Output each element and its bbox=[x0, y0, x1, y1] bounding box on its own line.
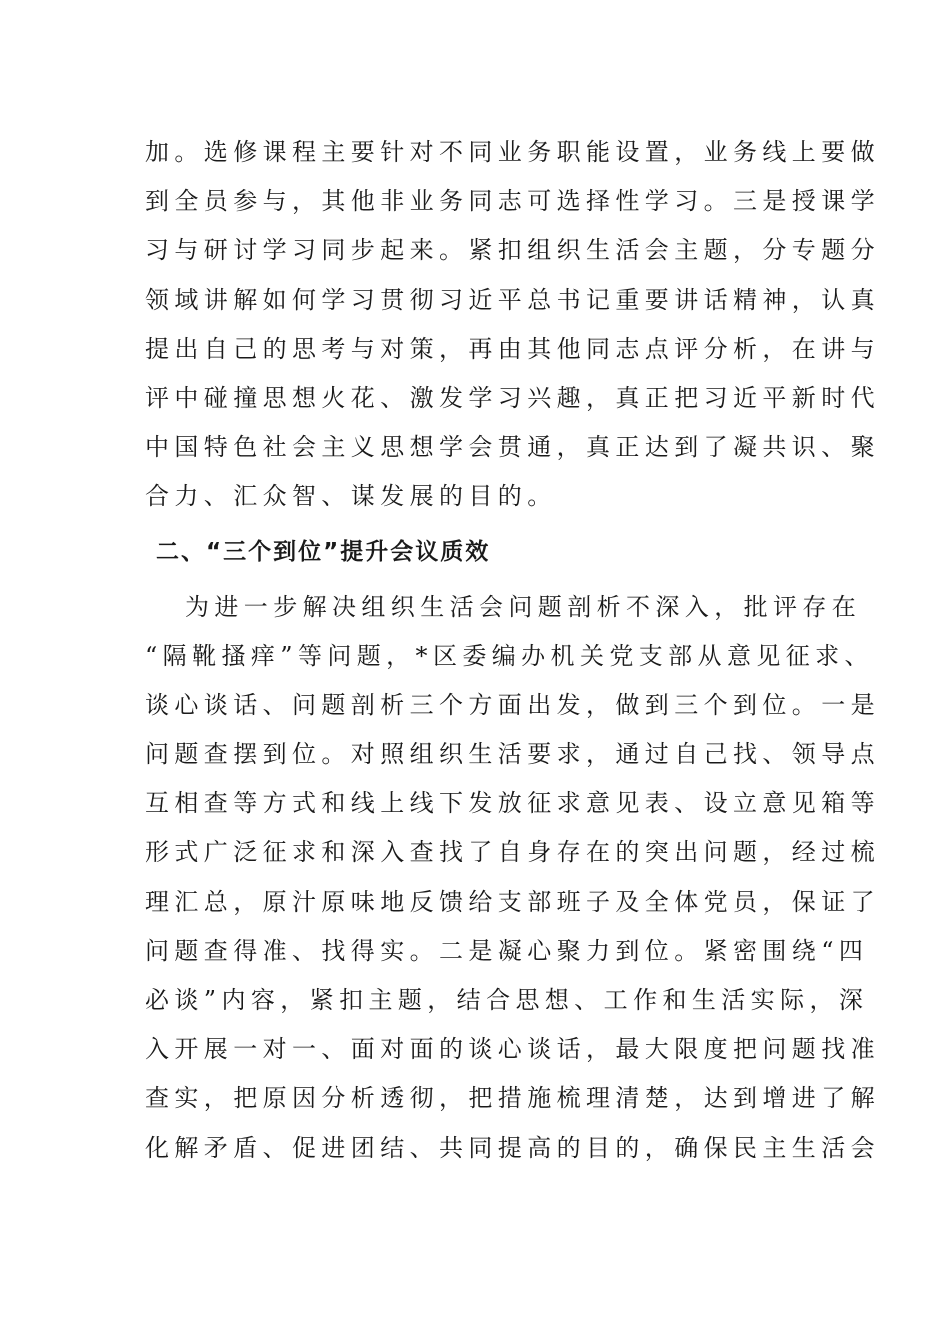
document-body bbox=[145, 128, 880, 1173]
paragraph-line: 必谈”内容，紧扣主题，结合思想、工作和生活实际，深 bbox=[145, 986, 869, 1014]
paragraph-line: 到全员参与，其他非业务同志可选择性学习。三是授课学 bbox=[145, 187, 880, 216]
paragraph-line: 谈心谈话、问题剖析三个方面出发，做到三个到位。一是 bbox=[145, 690, 880, 719]
paragraph-line: 习与研讨学习同步起来。紧扣组织生活会主题，分专题分 bbox=[145, 236, 880, 265]
paragraph-line: 领域讲解如何学习贯彻习近平总书记重要讲话精神，认真 bbox=[145, 285, 880, 314]
paragraph-line: 互相查等方式和线上线下发放征求意见表、设立意见箱等 bbox=[145, 789, 880, 818]
paragraph-line: 提出自己的思考与对策，再由其他同志点评分析，在讲与 bbox=[145, 334, 880, 363]
paragraph-line: 形式广泛征求和深入查找了自身存在的突出问题，经过梳 bbox=[145, 838, 880, 867]
paragraph-1 bbox=[145, 128, 880, 522]
paragraph-line: 理汇总，原汁原味地反馈给支部班子及全体党员，保证了 bbox=[145, 887, 880, 916]
paragraph-line: 查实，把原因分析透彻，把措施梳理清楚，达到增进了解 bbox=[145, 1084, 880, 1113]
paragraph-2 bbox=[145, 583, 880, 1173]
paragraph-line: “隔靴搔痒”等问题，*区委编办机关党支部从意见征求、 bbox=[145, 641, 874, 670]
paragraph-line: 问题查得准、找得实。二是凝心聚力到位。紧密围绕“四 bbox=[145, 936, 869, 965]
paragraph-line: 合力、汇众智、谋发展的目的。 bbox=[145, 482, 557, 511]
paragraph-line: 问题查摆到位。对照组织生活要求，通过自己找、领导点 bbox=[145, 740, 880, 769]
paragraph-line: 化解矛盾、促进团结、共同提高的目的，确保民主生活会 bbox=[145, 1133, 880, 1162]
paragraph-line: 评中碰撞思想火花、激发学习兴趣，真正把习近平新时代 bbox=[145, 383, 880, 412]
paragraph-line: 为进一步解决组织生活会问题剖析不深入，批评存在 bbox=[185, 592, 862, 621]
section-heading: 二、“三个到位”提升会议质效 bbox=[156, 538, 491, 565]
paragraph-line: 中国特色社会主义思想学会贯通，真正达到了凝共识、聚 bbox=[145, 433, 880, 462]
paragraph-line: 入开展一对一、面对面的谈心谈话，最大限度把问题找准 bbox=[145, 1035, 880, 1064]
paragraph-line: 加。选修课程主要针对不同业务职能设置，业务线上要做 bbox=[145, 138, 880, 166]
